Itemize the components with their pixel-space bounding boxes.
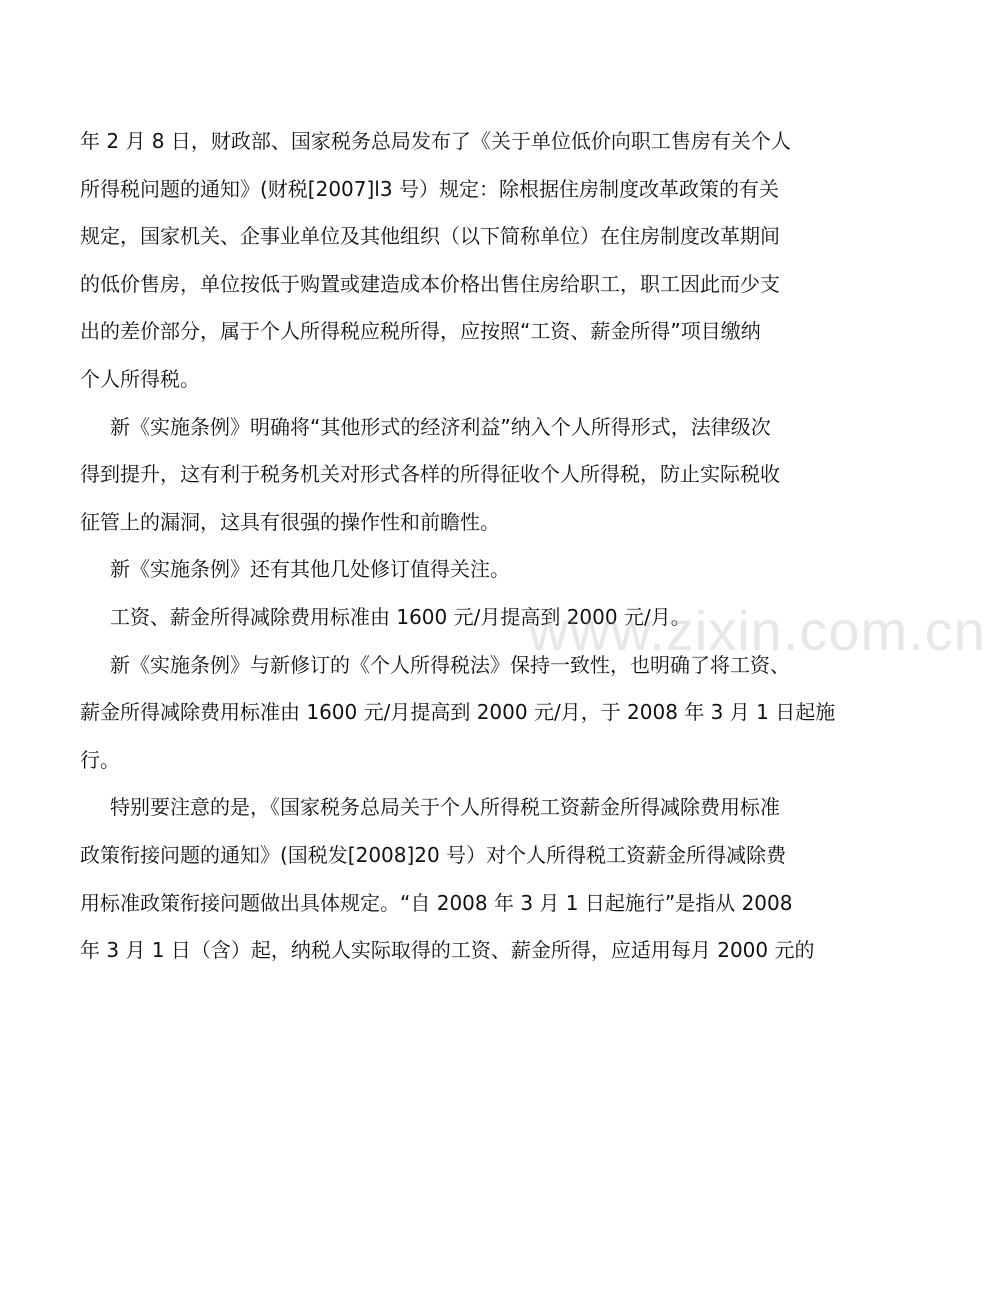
text-line: 出的差价部分，属于个人所得税应税所得，应按照“工资、薪金所得”项目缴纳 [80, 319, 761, 344]
text-line: 用标准政策衔接问题做出具体规定。“自 2008 年 3 月 1 日起施行”是指从 2008 [80, 890, 793, 915]
text-line: 个人所得税。 [80, 366, 200, 391]
text-line: 新《实施条例》明确将“其他形式的经济利益”纳入个人所得形式，法律级次 [110, 414, 771, 439]
text-line: 的低价售房，单位按低于购置或建造成本价格出售住房给职工，职工因此而少支 [80, 271, 780, 296]
text-line: 年 3 月 1 日（含）起，纳税人实际取得的工资、薪金所得，应适用每月 2000 元的 [80, 938, 815, 963]
document-body [80, 118, 842, 975]
text-line: 所得税问题的通知》(财税[2007]l3 号）规定：除根据住房制度改革政策的有关 [80, 176, 779, 201]
text-line: 薪金所得减除费用标准由 1600 元/月提高到 2000 元/月，于 2008 年 3 月 1 日起施 [80, 700, 836, 725]
text-line: 新《实施条例》还有其他几处修订值得关注。 [110, 557, 510, 582]
text-line: 得到提升，这有利于税务机关对形式各样的所得征收个人所得税，防止实际税收 [80, 462, 780, 487]
text-line: 工资、薪金所得减除费用标准由 1600 元/月提高到 2000 元/月。 [110, 604, 691, 629]
text-line: 征管上的漏洞，这具有很强的操作性和前瞻性。 [80, 509, 500, 534]
text-line: 规定，国家机关、企事业单位及其他组织（以下简称单位）在住房制度改革期间 [80, 224, 780, 249]
text-line: 行。 [80, 747, 120, 772]
text-line: 政策衔接问题的通知》(国税发[2008]20 号）对个人所得税工资薪金所得减除费 [80, 842, 787, 867]
text-line: 特别要注意的是，《国家税务总局关于个人所得税工资薪金所得减除费用标准 [110, 795, 780, 820]
watermark: www.zixin.com.cn [528, 599, 986, 662]
text-line: 年 2 月 8 日，财政部、国家税务总局发布了《关于单位低价向职工售房有关个人 [80, 129, 791, 153]
text-line: 新《实施条例》与新修订的《个人所得税法》保持一致性，也明确了将工资、 [110, 652, 790, 677]
